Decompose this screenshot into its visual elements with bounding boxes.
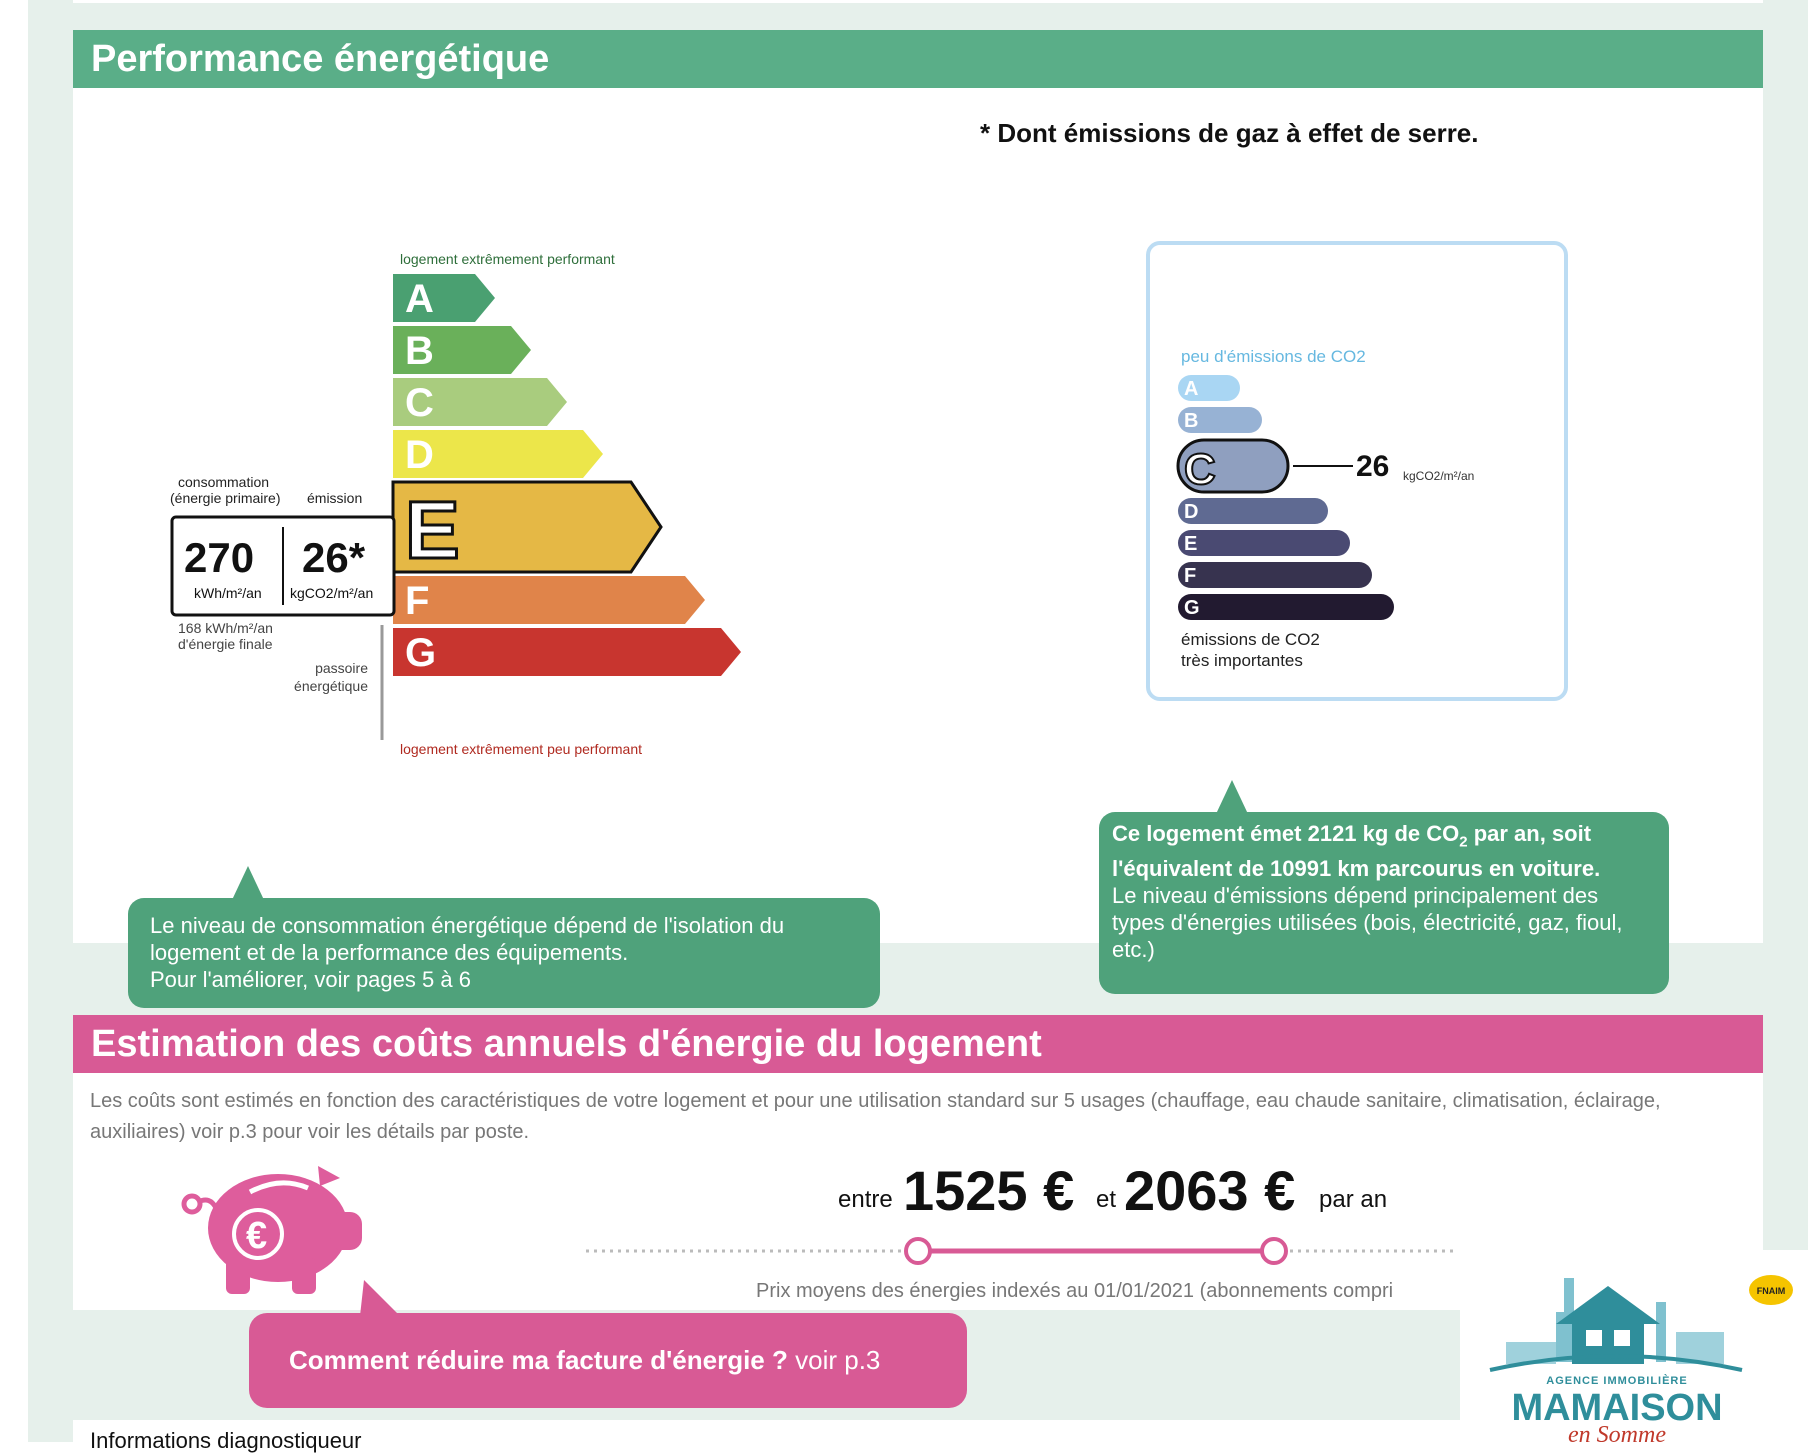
dpe-letter-c: C: [405, 381, 434, 425]
piggy-bank-icon: [180, 1158, 370, 1294]
ges-unit: kgCO2/m²/an: [1403, 469, 1475, 483]
dpe-top-label: logement extrêmement performant: [400, 251, 615, 267]
ges-value: 26: [1356, 450, 1390, 483]
logo-brand: MAMAISON: [1511, 1387, 1723, 1429]
dpe-bars: [393, 274, 741, 676]
reduce-bill-question: Comment réduire ma facture d'énergie ?: [289, 1345, 788, 1375]
section-title-performance: Performance énergétique: [73, 30, 1763, 88]
dpe-letter-f: F: [405, 579, 430, 623]
emission-info-strong-a: Ce logement émet 2121 kg de CO: [1112, 821, 1460, 846]
ges-bottom-label-2: très importantes: [1181, 651, 1303, 670]
range-min-marker: [906, 1239, 930, 1263]
emission-info-text: Le niveau d'émissions dépend principalement des types d'énergies utilisées (bois, électricité, gaz, fioul, etc.): [1112, 883, 1623, 963]
emission-header: émission: [307, 490, 363, 506]
cost-par-an: par an: [1319, 1186, 1388, 1213]
agency-logo: [1486, 1272, 1748, 1442]
dpe-letter-b: B: [405, 329, 434, 373]
consumption-header-1: consommation: [178, 474, 270, 490]
consumption-value: 270: [184, 534, 255, 581]
ghg-footnote: * Dont émissions de gaz à effet de serre.: [980, 118, 1479, 148]
ges-letter-f: F: [1184, 565, 1197, 587]
emission-info-bubble: [1099, 812, 1669, 994]
emission-info-sub: 2: [1459, 833, 1468, 851]
reduce-bill-bubble[interactable]: [249, 1313, 967, 1408]
logo-brand-sub: en Somme: [1568, 1422, 1666, 1442]
price-reference: Prix moyens des énergies indexés au 01/01/2021 (abonnements compri: [756, 1280, 1394, 1302]
consumption-info-text: Le niveau de consommation énergétique dépend de l'isolation du logement et de la performance des équipements. Pour l'améliorer, voir pages 5 à 6: [150, 913, 785, 992]
diagnostician-info: Informations diagnostiqueur: [90, 1428, 362, 1453]
sheet-top-edge: [73, 0, 1763, 3]
ges-letter-c: C: [1184, 445, 1216, 494]
dpe-letter-e: E: [405, 485, 460, 576]
svg-text:€: €: [246, 1215, 268, 1257]
passoire-1: passoire: [315, 660, 368, 676]
ges-bar-f: [1178, 562, 1372, 588]
logo-agency-small: AGENCE IMMOBILIÈRE: [1546, 1375, 1688, 1387]
bubble-left-tail: [230, 866, 270, 900]
emission-info-strong-b: par an, soit l'équivalent de 10991 km parcourus en voiture.: [1112, 821, 1601, 882]
cost-entre: entre: [838, 1186, 893, 1213]
final-energy-1: 168 kWh/m²/an: [178, 620, 273, 636]
dpe-bottom-label: logement extrêmement peu performant: [400, 741, 643, 757]
agency-logo-area: [1460, 1250, 1816, 1442]
dpe-letter-a: A: [405, 277, 434, 321]
final-energy-2: d'énergie finale: [178, 636, 273, 652]
bubble-pink-tail: [358, 1280, 402, 1316]
consumption-unit: kWh/m²/an: [194, 585, 262, 601]
climate-label-scale: [1143, 240, 1583, 708]
cost-min: 1525 €: [903, 1159, 1075, 1222]
dpe-letter-d: D: [405, 433, 434, 477]
emission-value: 26*: [302, 534, 366, 581]
costs-description: Les coûts sont estimés en fonction des caractéristiques de votre logement et pour une utilisation standard sur 5 usages (chauffage, eau chaude sanitaire, climatisation, éclairage, auxiliaires) voir p.3 pour voir les détails par poste.: [90, 1090, 1661, 1143]
energy-label-scale: [140, 240, 820, 760]
fnaim-label: FNAIM: [1756, 1286, 1786, 1296]
dpe-letter-g: G: [405, 631, 437, 675]
emission-unit: kgCO2/m²/an: [290, 585, 374, 601]
ges-letter-e: E: [1184, 533, 1198, 555]
section-title-costs: Estimation des coûts annuels d'énergie du logement: [73, 1015, 1763, 1073]
dpe-bar-f: [393, 576, 705, 624]
ges-bar-d: [1178, 498, 1328, 524]
consumption-header-2: (énergie primaire): [170, 490, 281, 506]
ges-letter-g: G: [1184, 597, 1200, 619]
ges-bottom-label-1: émissions de CO2: [1181, 630, 1320, 649]
bubble-right-tail: [1214, 780, 1254, 814]
ges-letter-a: A: [1184, 378, 1199, 400]
reduce-bill-link[interactable]: voir p.3: [795, 1345, 881, 1375]
ges-letter-d: D: [1184, 501, 1199, 523]
ges-bar-g: [1178, 594, 1394, 620]
ges-letter-b: B: [1184, 410, 1199, 432]
ges-top-label: peu d'émissions de CO2: [1181, 347, 1366, 366]
cost-range-slider: [582, 1236, 1458, 1266]
cost-et: et: [1096, 1186, 1117, 1213]
fnaim-badge: [1746, 1272, 1796, 1312]
cost-max: 2063 €: [1124, 1159, 1296, 1222]
passoire-2: énergétique: [294, 678, 368, 694]
dpe-bar-g: [393, 628, 741, 676]
ges-bar-e: [1178, 530, 1350, 556]
consumption-info-bubble: [128, 898, 880, 1008]
range-max-marker: [1262, 1239, 1286, 1263]
